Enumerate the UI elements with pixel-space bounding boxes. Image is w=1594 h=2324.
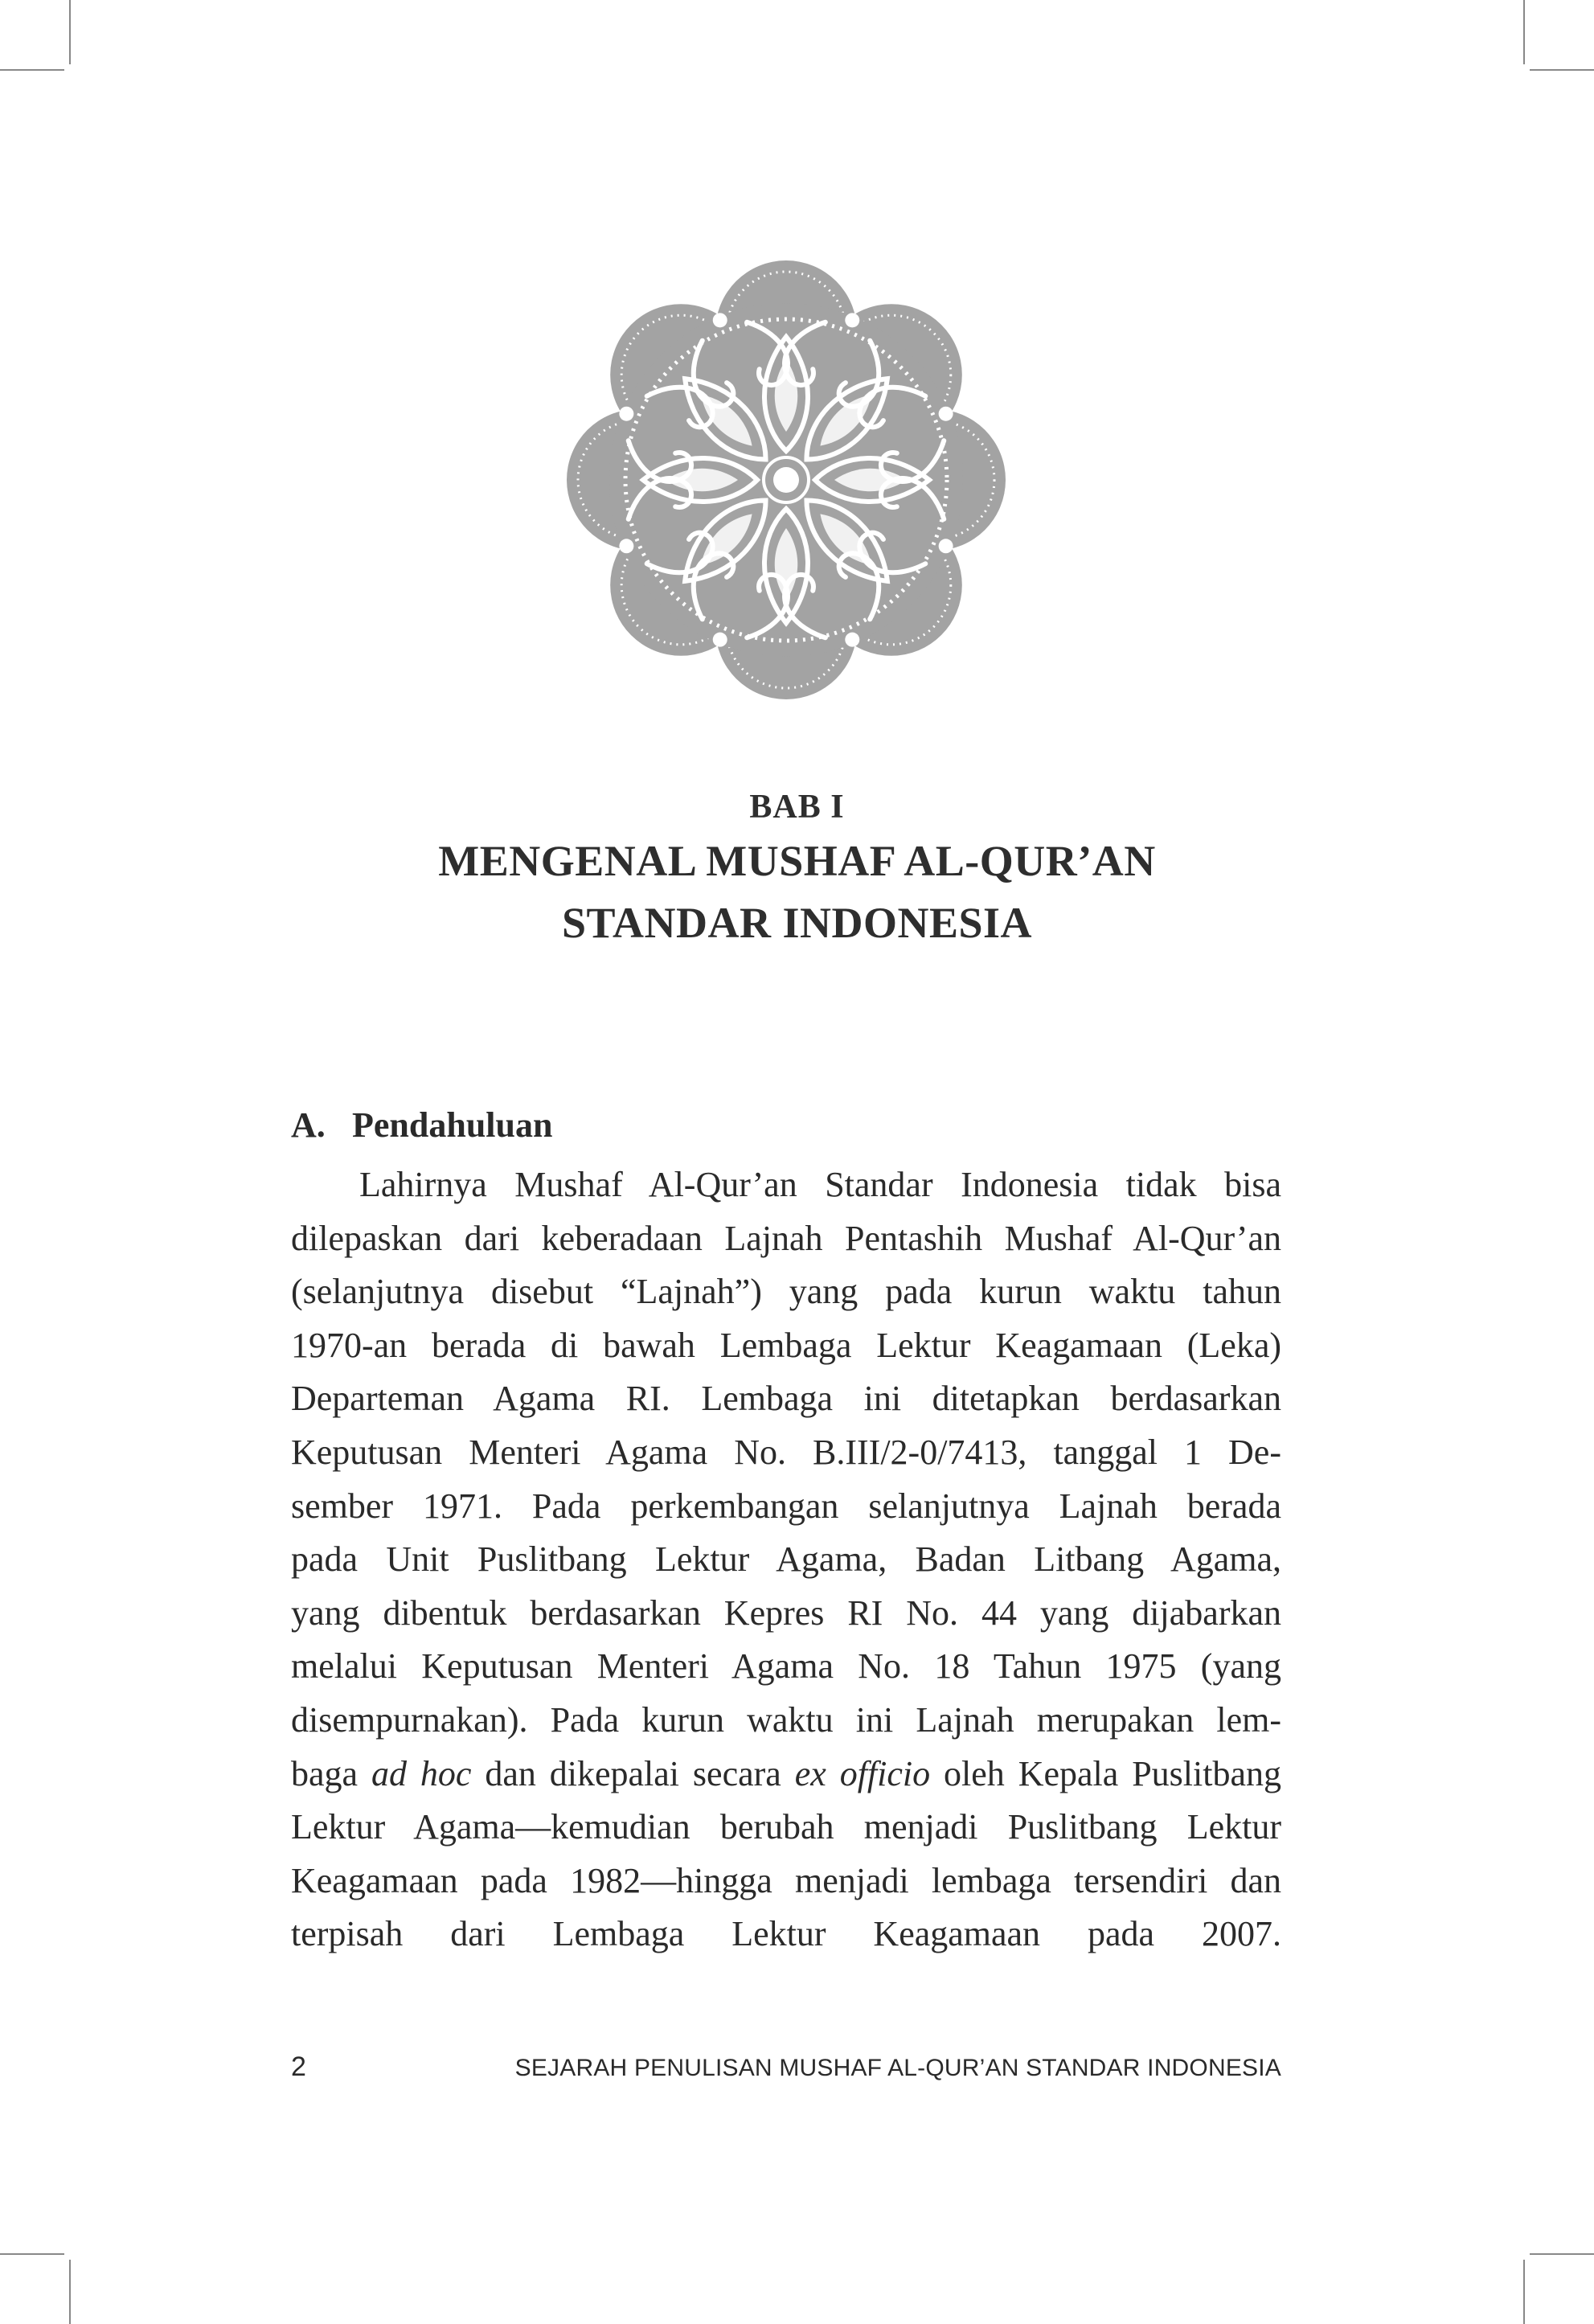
paragraph-line <box>291 1212 1281 1266</box>
paragraph-line <box>291 1265 1281 1319</box>
crop-mark-bottom-right-v <box>1523 2260 1525 2324</box>
line-text: 1970-an berada di bawah Lembaga Lektur Keagamaan (Leka) <box>291 1325 1281 1365</box>
line-text: dilepaskan dari keberadaan Lajnah Pentashih Mushaf Al-Qur’an <box>291 1218 1281 1258</box>
paragraph-line <box>291 1372 1281 1426</box>
line-text: pada Unit Puslitbang Lektur Agama, Badan Litbang Agama, <box>291 1539 1281 1580</box>
line-text: Keagamaan pada 1982—hingga menjadi lembaga tersendiri dan <box>291 1860 1281 1900</box>
paragraph-line <box>291 1587 1281 1641</box>
line-text: (selanjutnya disebut “Lajnah”) yang pada kurun waktu tahun <box>291 1272 1281 1312</box>
section-title: Pendahuluan <box>352 1105 553 1145</box>
paragraph-line <box>291 1694 1281 1748</box>
paragraph-line <box>291 1855 1281 1908</box>
line-text: Keputusan Menteri Agama No. B.III/2-0/7413, tanggal 1 De- <box>291 1432 1281 1472</box>
paragraph-line <box>291 1480 1281 1534</box>
crop-mark-bottom-left-h <box>0 2253 64 2255</box>
line-text: Lektur Agama—kemudian berubah menjadi Puslitbang Lektur <box>291 1807 1281 1847</box>
line-text: Lahirnya Mushaf Al-Qur’an Standar Indonesia tidak bisa <box>359 1165 1281 1204</box>
section-number: A. <box>291 1105 326 1145</box>
line-text: terpisah dari Lembaga Lektur Keagamaan pada 2007. <box>291 1914 1281 1954</box>
crop-mark-bottom-left-v <box>69 2260 71 2324</box>
line-text: baga <box>291 1753 371 1793</box>
crop-mark-top-left-v <box>69 0 71 64</box>
paragraph-line <box>291 1748 1281 1801</box>
chapter-title-line-1: MENGENAL MUSHAF AL-QUR’AN <box>438 837 1156 885</box>
paragraph-line <box>291 1640 1281 1694</box>
crop-mark-top-right-h <box>1530 69 1594 71</box>
running-footer-title: SEJARAH PENULISAN MUSHAF AL-QUR’AN STANDAR INDONESIA <box>514 2055 1281 2081</box>
italic-term: ad hoc <box>371 1753 472 1793</box>
ornament-center-dot <box>773 467 799 493</box>
paragraph-line <box>291 1908 1281 1961</box>
chapter-title-line-2: STANDAR INDONESIA <box>561 899 1033 947</box>
paragraph-line <box>291 1533 1281 1587</box>
line-text: oleh Kepala Puslitbang <box>930 1753 1282 1793</box>
line-text: melalui Keputusan Menteri Agama No. 18 Tahun 1975 (yang <box>291 1646 1281 1687</box>
floral-ornament-icon <box>565 259 1007 701</box>
paragraph-line <box>291 1158 1281 1212</box>
chapter-label: BAB I <box>749 789 845 826</box>
crop-mark-top-left-h <box>0 69 64 71</box>
line-text: disempurnakan). Pada kurun waktu ini Lajnah merupakan lem- <box>291 1699 1281 1740</box>
body-paragraph <box>291 1158 1281 1961</box>
crop-mark-bottom-right-h <box>1530 2253 1594 2255</box>
paragraph-line <box>291 1801 1281 1855</box>
page-number: 2 <box>291 2051 306 2082</box>
italic-term: ex officio <box>794 1753 931 1793</box>
paragraph-line <box>291 1426 1281 1480</box>
line-text: sember 1971. Pada perkembangan selanjutnya Lajnah berada <box>291 1486 1281 1526</box>
paragraph-line <box>291 1319 1281 1373</box>
line-text: Departeman Agama RI. Lembaga ini ditetapkan berdasarkan <box>291 1379 1281 1419</box>
line-text: yang dibentuk berdasarkan Kepres RI No. 44 yang dijabarkan <box>291 1592 1281 1633</box>
section-heading <box>291 1105 552 1146</box>
line-text: dan dikepalai secara <box>471 1753 795 1793</box>
crop-mark-top-right-v <box>1523 0 1525 64</box>
